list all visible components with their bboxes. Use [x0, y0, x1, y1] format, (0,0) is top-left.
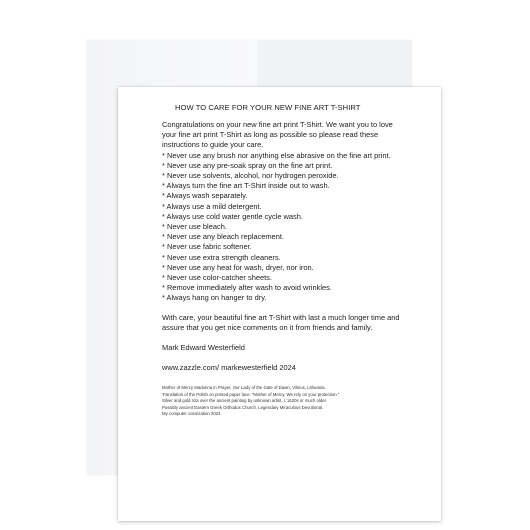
- instruction-item: * Always hang on hanger to dry.: [162, 293, 267, 303]
- instruction-item: * Never use any heat for wash, dryer, nor iron.: [162, 262, 314, 272]
- flat-card: [118, 87, 441, 521]
- caption-line: Mother of Mercy Madonna in Prayer, Our Lady of the Gate of Dawn, Vilnius, Lithuania.: [162, 385, 326, 391]
- instruction-item: * Never use fabric softener.: [162, 242, 252, 252]
- instruction-item: * Always use a mild detergent.: [162, 201, 262, 211]
- caption-line: Possibly ancient Eastern Greek Orthodox Church. Legendary Miraculous Devotional.: [162, 404, 324, 410]
- instruction-item: * Never use any pre-soak spray on the fine art print.: [162, 160, 333, 170]
- instruction-item: * Always turn the fine art T-Shirt inside out to wash.: [162, 181, 330, 191]
- care-instructions-list: [162, 151, 404, 304]
- instruction-item: * Never use any bleach replacement.: [162, 232, 284, 242]
- instruction-item: * Never use color-catcher sheets.: [162, 273, 272, 283]
- instruction-item: * Remove immediately after wash to avoid wrinkles.: [162, 283, 332, 293]
- instruction-item: * Never use bleach.: [162, 222, 227, 232]
- artwork-caption: [162, 385, 412, 417]
- caption-line: Silver and gold riza over the ancient painting by unknown artist, c 1620s or much older.: [162, 398, 328, 404]
- card-title: HOW TO CARE FOR YOUR NEW FINE ART T-SHIRT: [175, 103, 361, 112]
- instruction-item: * Always wash separately.: [162, 191, 248, 201]
- website-text: www.zazzle.com/ markewesterfield 2024: [162, 363, 296, 373]
- intro-paragraph: Congratulations on your new fine art print T-Shirt. We want you to love your fine art print T-Shirt as long as possible so please read these instructions to guide your care.: [162, 120, 393, 150]
- instruction-item: * Always use cold water gentle cycle wash.: [162, 211, 303, 221]
- caption-line: My computer colorization 2024.: [162, 411, 222, 417]
- closing-paragraph: With care, your beautiful fine art T-Shirt with last a much longer time and assure that you get nice comments on it from friends and family.: [162, 312, 400, 332]
- signature: Mark Edward Westerfield: [162, 343, 245, 353]
- instruction-item: * Never use any brush nor anything else abrasive on the fine art print.: [162, 150, 391, 160]
- instruction-item: * Never use extra strength cleaners.: [162, 252, 281, 262]
- instruction-item: * Never use solvents, alcohol, nor hydrogen peroxide.: [162, 171, 339, 181]
- caption-line: Translation of the Polish on printed paper lace: "Mother of Mercy, We rely on your protection.": [162, 391, 340, 397]
